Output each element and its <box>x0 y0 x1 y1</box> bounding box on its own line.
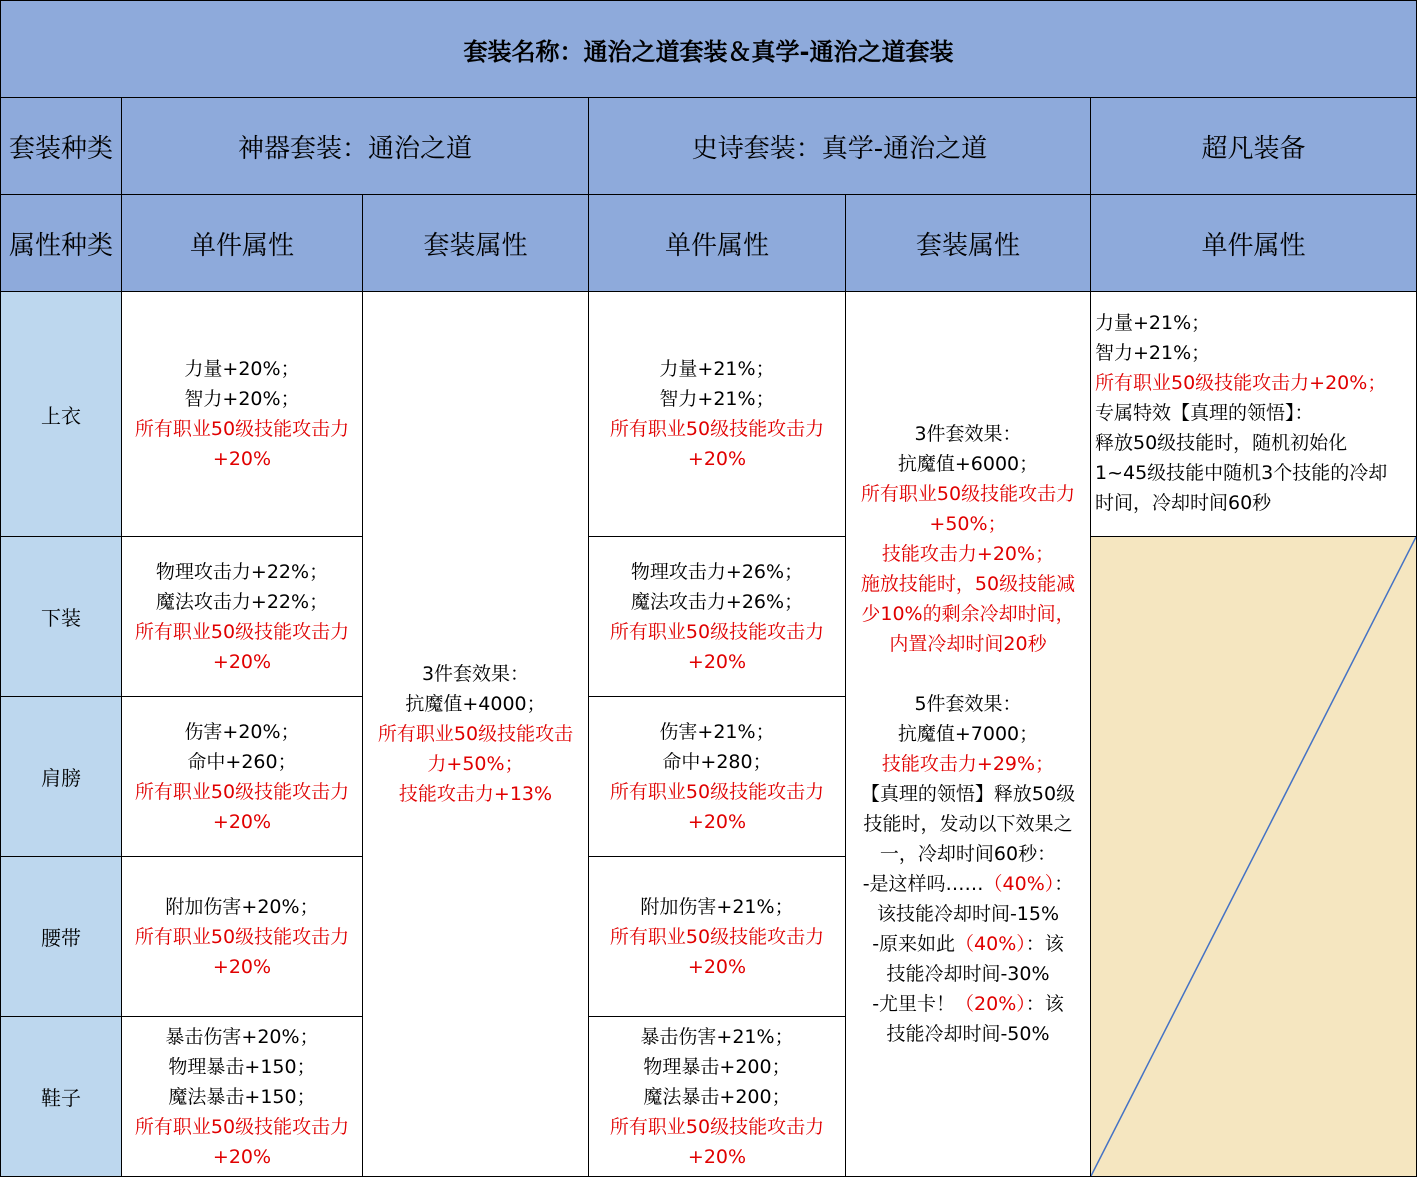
epic-slot-attr <box>589 1017 846 1177</box>
epic-set-header: 史诗套装：真学-通治之道 <box>589 98 1091 195</box>
attr-line: 物理攻击力+22%； <box>155 560 329 583</box>
effect-line-red: 力+50%； <box>427 753 524 775</box>
epic-set-effect <box>846 292 1091 1177</box>
attr-line: 力量+20%； <box>184 358 300 380</box>
beyond-empty-cell <box>1091 537 1417 1177</box>
effect-line: 抗魔值+7000； <box>897 723 1039 745</box>
page-title: 套装名称：通治之道套装＆真学-通治之道套装 <box>1 1 1417 98</box>
attr-line: 附加伤害+20%； <box>165 895 319 918</box>
option-chance: （40%） <box>955 933 1026 955</box>
option-name: -是这样吗…… <box>862 873 984 895</box>
epic-slot-attr <box>589 697 846 857</box>
epic-slot-attr <box>589 292 846 537</box>
effect-line-red: 所有职业50级技能攻击力 <box>860 483 1076 505</box>
effect-line-red: 所有职业50级技能攻击 <box>377 723 574 745</box>
epic-slot-attr <box>589 537 846 697</box>
attr-line-red: +20% <box>687 1145 747 1168</box>
effect-line: 抗魔值+4000； <box>405 693 546 715</box>
effect-line: 5件套效果： <box>914 693 1022 715</box>
attr-line: 力量+21%； <box>1095 312 1211 334</box>
option-effect: 技能冷却时间-50% <box>886 1023 1050 1045</box>
artifact-single-header: 单件属性 <box>122 195 363 292</box>
attr-line-red: +20% <box>212 650 272 673</box>
attr-line: 魔法暴击+150； <box>168 1085 316 1108</box>
attr-line: 智力+20%； <box>184 388 300 410</box>
attr-line: 专属特效【真理的领悟】： <box>1095 402 1314 424</box>
spacer-line <box>846 659 1090 689</box>
attr-line-red: 所有职业50级技能攻击力 <box>134 620 350 643</box>
artifact-slot-attr <box>122 857 363 1017</box>
attr-line: 智力+21%； <box>659 388 775 410</box>
artifact-set-attr-header: 套装属性 <box>363 195 589 292</box>
attr-line-red: +20% <box>212 955 272 978</box>
diagonal-line <box>1091 537 1416 1176</box>
slot-label: 上衣 <box>1 292 122 537</box>
option-sep: ：该 <box>1025 993 1064 1015</box>
attr-line: 伤害+21%； <box>659 720 775 743</box>
attr-line-red: +20% <box>687 955 747 978</box>
attr-line: 智力+21%； <box>1095 342 1211 364</box>
attr-line-red: 所有职业50级技能攻击力 <box>609 418 825 440</box>
effect-line: 抗魔值+6000； <box>897 453 1039 475</box>
artifact-slot-attr <box>122 697 363 857</box>
option-line <box>846 989 1090 1019</box>
attr-line-red: +20% <box>687 810 747 833</box>
slot-label: 肩膀 <box>1 697 122 857</box>
attr-line-red: +20% <box>212 810 272 833</box>
option-name: -尤里卡！ <box>872 993 956 1015</box>
attr-line: 命中+280； <box>662 750 772 773</box>
effect-line-red: 技能攻击力+29%； <box>881 753 1055 775</box>
attr-line: 魔法暴击+200； <box>643 1085 791 1108</box>
attr-type-label: 属性种类 <box>1 195 122 292</box>
slot-label: 下装 <box>1 537 122 697</box>
attr-line: 物理攻击力+26%； <box>630 560 804 583</box>
artifact-slot-attr <box>122 537 363 697</box>
artifact-slot-attr <box>122 1017 363 1177</box>
attr-line-red: 所有职业50级技能攻击力 <box>134 418 350 440</box>
slot-label: 腰带 <box>1 857 122 1017</box>
option-effect: 该技能冷却时间-15% <box>876 903 1060 925</box>
slot-label: 鞋子 <box>1 1017 122 1177</box>
attr-line: 释放50级技能时，随机初始化 <box>1095 432 1348 454</box>
beyond-header: 超凡装备 <box>1091 98 1417 195</box>
attr-line: 暴击伤害+21%； <box>640 1025 794 1048</box>
attr-line: 时间，冷却时间60秒 <box>1095 492 1272 514</box>
attr-line-red: 所有职业50级技能攻击力 <box>609 925 825 948</box>
effect-line-red: 施放技能时，50级技能减 <box>860 573 1076 595</box>
attr-line: 附加伤害+21%； <box>640 895 794 918</box>
effect-line: 【真理的领悟】释放50级 <box>860 783 1076 805</box>
epic-set-attr-header: 套装属性 <box>846 195 1091 292</box>
effect-line-red: 技能攻击力+13% <box>398 783 553 805</box>
attr-line: 1~45级技能中随机3个技能的冷却 <box>1095 462 1388 484</box>
option-sep: ：该 <box>1025 933 1064 955</box>
effect-line-red: +50%； <box>929 513 1007 535</box>
attr-line-red: +20% <box>687 448 747 470</box>
attr-line-red: 所有职业50级技能攻击力 <box>134 1115 350 1138</box>
beyond-single-header: 单件属性 <box>1091 195 1417 292</box>
beyond-slot-attr <box>1091 292 1417 537</box>
artifact-slot-attr <box>122 292 363 537</box>
option-line <box>846 869 1090 899</box>
attr-line-red: 所有职业50级技能攻击力 <box>609 1115 825 1138</box>
attr-line: 暴击伤害+20%； <box>165 1025 319 1048</box>
attr-line-red: 所有职业50级技能攻击力 <box>134 780 350 803</box>
attr-line: 力量+21%； <box>659 358 775 380</box>
effect-line: 3件套效果： <box>914 423 1022 445</box>
epic-slot-attr <box>589 857 846 1017</box>
set-type-label: 套装种类 <box>1 98 122 195</box>
effect-line-red: 少10%的剩余冷却时间， <box>861 603 1075 625</box>
artifact-set-header: 神器套装：通治之道 <box>122 98 589 195</box>
effect-line-red: 技能攻击力+20%； <box>881 543 1055 565</box>
attr-line-red: 所有职业50级技能攻击力 <box>609 620 825 643</box>
attr-line-red: +20% <box>687 650 747 673</box>
effect-line: 3件套效果： <box>421 663 530 685</box>
attr-line-red: +20% <box>212 1145 272 1168</box>
option-chance: （40%） <box>983 873 1055 895</box>
effect-line-red: 内置冷却时间20秒 <box>889 633 1047 655</box>
attr-line: 魔法攻击力+22%； <box>155 590 329 613</box>
attr-line: 命中+260； <box>187 750 297 773</box>
option-name: -原来如此 <box>872 933 956 955</box>
option-line <box>846 929 1090 959</box>
artifact-set-effect <box>363 292 589 1177</box>
attr-line: 伤害+20%； <box>184 720 300 743</box>
attr-line-red: +20% <box>212 448 272 470</box>
epic-single-header: 单件属性 <box>589 195 846 292</box>
attr-line-red: 所有职业50级技能攻击力 <box>134 925 350 948</box>
effect-line: 一，冷却时间60秒： <box>879 843 1057 865</box>
attr-line-red: 所有职业50级技能攻击力+20%； <box>1095 372 1387 394</box>
attr-line: 物理暴击+150； <box>168 1055 316 1078</box>
effect-line: 技能时，发动以下效果之 <box>863 813 1073 835</box>
option-effect: 技能冷却时间-30% <box>886 963 1050 985</box>
option-chance: （20%） <box>955 993 1026 1015</box>
attr-line-red: 所有职业50级技能攻击力 <box>609 780 825 803</box>
attr-line: 物理暴击+200； <box>643 1055 791 1078</box>
option-sep: ： <box>1054 873 1074 895</box>
attr-line: 魔法攻击力+26%； <box>630 590 804 613</box>
